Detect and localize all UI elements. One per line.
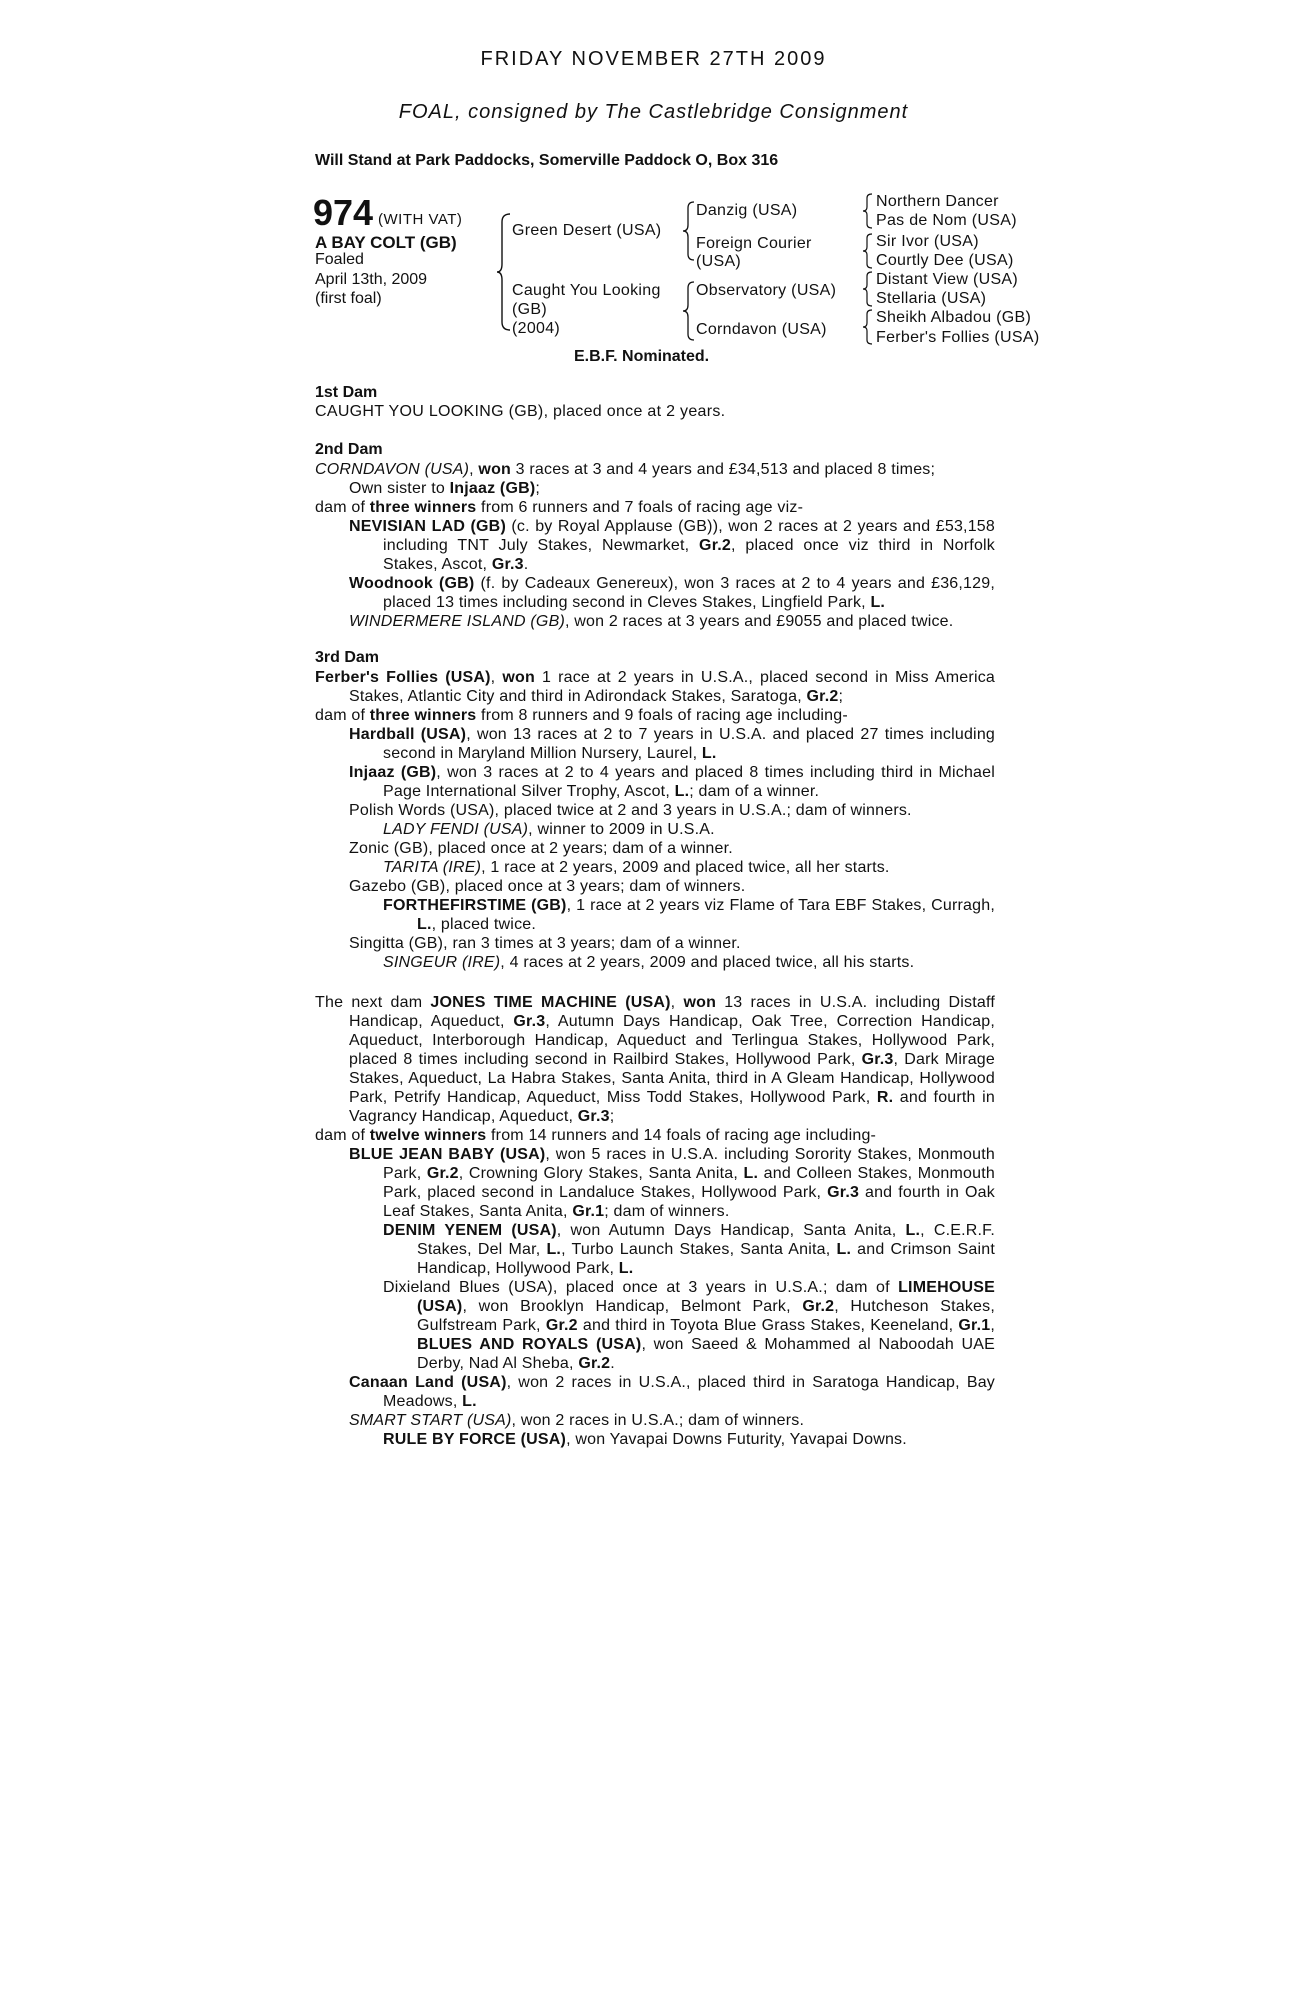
dam-line2: (GB) — [512, 301, 547, 318]
progeny-name: LIMEHOUSE (USA) — [417, 1279, 995, 1315]
progeny-name: Injaaz (GB) — [349, 764, 437, 781]
sire-dam-line1: Foreign Courier — [696, 235, 812, 252]
foaled-label: Foaled — [315, 251, 364, 268]
dam-line3: (2004) — [512, 320, 561, 337]
ebf-nominated: E.B.F. Nominated. — [574, 348, 710, 365]
listed: L. — [905, 1222, 921, 1239]
pedigree-brace-ds — [862, 270, 874, 308]
progeny-record: , won 2 races in U.S.A., placed third in Saratoga Handicap, Bay Meadows, — [383, 1374, 995, 1410]
horse-description: A BAY COLT (GB) — [315, 233, 457, 252]
progeny-record: , 1 race at 2 years viz Flame of Tara EBF Stakes, Curragh, — [566, 897, 995, 914]
second-dam-title: 2nd Dam — [315, 441, 383, 458]
lot-number: 974 — [313, 192, 374, 233]
sss: Northern Dancer — [876, 193, 999, 210]
dss: Distant View (USA) — [876, 271, 1019, 288]
second-dam-record: 3 races at 3 and 4 years and £34,513 and placed 8 times; — [511, 461, 936, 478]
progeny-name: SMART START (USA) — [349, 1412, 512, 1429]
progeny-record: , won Brooklyn Handicap, Belmont Park, — [462, 1298, 803, 1315]
grade: Gr.2 — [426, 1165, 459, 1182]
third-dam-section: Ferber's Follies (USA), won 1 race at 2 years in U.S.A., placed second in Miss America Stakes, Atlantic City and third in Adirondack Stakes, Saratoga, Gr.2; dam of three winners from 8 runners and 9 foals of racing age including- Hardball (USA), won 13 races at 2 to 7 years in U.S.A. and placed 27 times including second in Maryland Million Nursery, Laurel, L. Injaaz (GB), won 3 races at 2 to 4 years and placed 8 times including third in Michael Page International Silver Trophy, Ascot, L.; dam of a winner. Polish Words (USA), placed twice at 2 and 3 years in U.S.A.; dam of winners. LADY FENDI (USA), winner to 2009 in U.S.A. Zonic (GB), placed once at 2 years; dam of a winner. TARITA (IRE), 1 race at 2 years, 2009 and placed twice, all her starts. Gazebo (GB), placed once at 3 years; dam of winners. FORTHEFIRSTIME (GB), 1 race at 2 years viz Flame of Tara EBF Stakes, Curragh, L., placed twice. Singitta (GB), ran 3 times at 3 years; dam of a winner. SINGEUR (IRE), 4 races at 2 years, 2009 and placed twice, all his starts. — [315, 669, 996, 971]
grade: Gr.2 — [699, 537, 731, 554]
grade: Gr.2 — [545, 1317, 578, 1334]
sire-dam-line2: (USA) — [696, 253, 742, 270]
pedigree-brace-dd — [862, 308, 874, 346]
progeny-record: and third in Toyota Blue Grass Stakes, Keeneland, — [577, 1317, 959, 1334]
pedigree-brace-ss — [862, 192, 874, 230]
progeny-record: (c. by Royal Applause (GB)), won 2 races at 2 years and £53,158 including TNT July Stakes, Newmarket, — [383, 518, 995, 554]
progeny-record: and Colleen Stakes, Monmouth Park, placed second in Landaluce Stakes, Hollywood Park, — [383, 1165, 995, 1201]
punct: ; — [535, 480, 541, 497]
foal-note: (first foal) — [315, 290, 382, 307]
consignment-line: FOAL, consigned by The Castlebridge Consignment — [398, 101, 909, 123]
sds: Sir Ivor (USA) — [876, 233, 979, 250]
own-sister-name: Injaaz (GB) — [449, 480, 536, 497]
progeny-record: , won Saeed & Mohammed al Naboodah UAE Derby, Nad Al Sheba, — [417, 1336, 995, 1372]
progeny-name: NEVISIAN LAD (GB) — [349, 518, 506, 535]
next-dam-section: The next dam JONES TIME MACHINE (USA), won 13 races in U.S.A. including Distaff Handicap, Aqueduct, Gr.3, Autumn Days Handicap, Oak Tree, Correction Handicap, Aqueduct, Interborough Handicap, Aqueduct and Terlingua Stakes, Hollywood Park, placed 8 times including second in Railbird Stakes, Hollywood Park, Gr.3, Dark Mirage Stakes, Aqueduct, La Habra Stakes, Santa Anita, third in A Gleam Handicap, Hollywood Park, Petrify Handicap, Aqueduct, Miss Todd Stakes, Hollywood Park, R. and fourth in Vagrancy Handicap, Aqueduct, Gr.3; dam of twelve winners from 14 runners and 14 foals of racing age including- BLUE JEAN BABY (USA), won 5 races in U.S.A. including Sorority Stakes, Monmouth Park, Gr.2, Crowning Glory Stakes, Santa Anita, L. and Colleen Stakes, Monmouth Park, placed second in Landaluce Stakes, Hollywood Park, Gr.3 and fourth in Oak Leaf Stakes, Santa Anita, Gr.1; dam of winners. DENIM YENEM (USA), won Autumn Days Handicap, Santa Anita, L., C.E.R.F. Stakes, Del Mar, L., Turbo Launch Stakes, Santa Anita, L. and Crimson Saint Handicap, Hollywood Park, L. Dixieland Blues (USA), placed once at 3 years in U.S.A.; dam of LIMEHOUSE (USA), won Brooklyn Handicap, Belmont Park, Gr.2, Hutcheson Stakes, Gulfstream Park, Gr.2 and third in Toyota Blue Grass Stakes, Keeneland, Gr.1, BLUES AND ROYALS (USA), won Saeed & Mohammed al Naboodah UAE Derby, Nad Al Sheba, Gr.2. Canaan Land (USA), won 2 races in U.S.A., placed third in Saratoga Handicap, Bay Meadows, L. SMART START (USA), won 2 races in U.S.A.; dam of winners. RULE BY FORCE (USA), won Yavapai Downs Futurity, Yavapai Downs. — [315, 994, 996, 1448]
progeny-record: , winner to 2009 in U.S.A. — [528, 821, 715, 838]
won-label: won — [683, 994, 717, 1011]
listed: L. — [618, 1260, 634, 1277]
restricted: R. — [876, 1089, 894, 1106]
progeny-record: and Crimson Saint Handicap, Hollywood Park, — [417, 1241, 995, 1277]
next-dam-record: , Dark Mirage Stakes, Aqueduct, La Habra Stakes, Santa Anita, third in A Gleam Handicap, Hollywood Park, Petrify Handicap, Aqueduct, Miss Todd Stakes, Hollywood Park, — [349, 1051, 995, 1106]
progeny-record: , 1 race at 2 years, 2009 and placed twice, all her starts. — [481, 859, 890, 876]
grade: Gr.1 — [958, 1317, 991, 1334]
listed: L. — [417, 916, 432, 933]
progeny-record: Gazebo (GB), placed once at 3 years; dam of winners. — [349, 878, 746, 895]
grade: Gr.2 — [806, 688, 839, 705]
progeny-record: ; dam of a winner. — [689, 783, 820, 800]
progeny-record: , Crowning Glory Stakes, Santa Anita, — [458, 1165, 744, 1182]
sire-sire: Danzig (USA) — [696, 202, 798, 219]
punct: , — [990, 1317, 995, 1334]
listed: L. — [743, 1165, 759, 1182]
second-dam-name: CORNDAVON (USA) — [315, 461, 470, 478]
progeny-name: BLUES AND ROYALS (USA) — [417, 1336, 642, 1353]
winner-count: three winners — [369, 499, 477, 516]
listed: L. — [462, 1393, 477, 1410]
progeny-record: , Hutcheson Stakes, Gulfstream Park, — [417, 1298, 995, 1334]
progeny-record: and fourth in Oak Leaf Stakes, Santa Anita, — [383, 1184, 995, 1220]
punct: ; — [838, 688, 844, 705]
progeny-name: Hardball (USA) — [349, 726, 467, 743]
vat-note: (WITH VAT) — [378, 211, 463, 228]
punct: . — [610, 1355, 615, 1372]
progeny-name: LADY FENDI (USA) — [383, 821, 529, 838]
grade: Gr.1 — [572, 1203, 605, 1220]
next-dam-record: and fourth in Vagrancy Handicap, Aqueduct, — [349, 1089, 995, 1125]
progeny-name: Canaan Land (USA) — [349, 1374, 507, 1391]
third-dam-name: Ferber's Follies (USA) — [315, 669, 491, 686]
grade: Gr.2 — [578, 1355, 611, 1372]
progeny-record: Polish Words (USA), placed twice at 2 and 3 years in U.S.A.; dam of winners. — [349, 802, 912, 819]
first-dam-title: 1st Dam — [315, 384, 378, 401]
progeny-record: , won 2 races in U.S.A.; dam of winners. — [511, 1412, 805, 1429]
foaled-date: April 13th, 2009 — [315, 271, 428, 288]
grade: Gr.3 — [577, 1108, 610, 1125]
dam-of-label: dam of — [315, 1127, 370, 1144]
progeny-record: Singitta (GB), ran 3 times at 3 years; dam of a winner. — [349, 935, 741, 952]
progeny-name: WINDERMERE ISLAND (GB) — [349, 613, 565, 630]
listed: L. — [836, 1241, 852, 1258]
sdd: Courtly Dee (USA) — [876, 252, 1014, 269]
progeny-record: , won 2 races at 3 years and £9055 and placed twice. — [564, 613, 954, 630]
dam-of-label: dam of — [315, 707, 370, 724]
progeny-record: , won 5 races in U.S.A. including Sorority Stakes, Monmouth Park, — [383, 1146, 995, 1182]
punct: . — [523, 556, 529, 573]
third-dam-record: 1 race at 2 years in U.S.A., placed second in Miss America Stakes, Atlantic City and third in Adirondack Stakes, Saratoga, — [349, 669, 995, 705]
listed: L. — [701, 745, 717, 762]
dam-of-label: dam of — [315, 499, 370, 516]
dsd: Stellaria (USA) — [876, 290, 987, 307]
pedigree-brace-dam — [682, 280, 696, 342]
dds: Sheikh Albadou (GB) — [876, 309, 1032, 326]
listed: L. — [546, 1241, 562, 1258]
progeny-name: BLUE JEAN BABY (USA) — [349, 1146, 546, 1163]
progeny-name: RULE BY FORCE (USA) — [383, 1431, 567, 1448]
next-dam-name: JONES TIME MACHINE (USA) — [430, 994, 671, 1011]
dam-dam: Corndavon (USA) — [696, 321, 827, 338]
pedigree-brace-sire — [682, 200, 696, 262]
pedigree-brace-sd — [862, 232, 874, 270]
progeny-record: , C.E.R.F. Stakes, Del Mar, — [417, 1222, 996, 1258]
progeny-name: SINGEUR (IRE) — [383, 954, 501, 971]
punct: ; — [609, 1108, 615, 1125]
grade: Gr.3 — [861, 1051, 894, 1068]
stand-location: Will Stand at Park Paddocks, Somerville Paddock O, Box 316 — [315, 152, 779, 169]
grade: Gr.3 — [827, 1184, 860, 1201]
progeny-record: , Turbo Launch Stakes, Santa Anita, — [561, 1241, 837, 1258]
progeny-record: , placed twice. — [431, 916, 537, 933]
dam-sire: Observatory (USA) — [696, 282, 837, 299]
sale-date: FRIDAY NOVEMBER 27TH 2009 — [480, 48, 827, 70]
next-dam-record: , Autumn Days Handicap, Oak Tree, Correction Handicap, Aqueduct, Interborough Handicap, Aqueduct and Terlingua Stakes, Hollywood Park, placed 8 times including second in Railbird Stakes, Hollywood Park, — [349, 1013, 996, 1068]
won-label: won — [478, 461, 512, 478]
own-sister-label: Own sister to — [349, 480, 450, 497]
second-dam-section: CORNDAVON (USA), won 3 races at 3 and 4 years and £34,513 and placed 8 times; Own sister to Injaaz (GB); dam of three winners from 6 runners and 7 foals of racing age viz- NEVISIAN LAD (GB) (c. by Royal Applause (GB)), won 2 races at 2 years and £53,158 including TNT July Stakes, Newmarket, Gr.2, placed once viz third in Norfolk Stakes, Ascot, Gr.3. Woodnook (GB) (f. by Cadeaux Genereux), won 3 races at 2 to 4 years and £36,129, placed 13 times including second in Cleves Stakes, Lingfield Park, L. WINDERMERE ISLAND (GB), won 2 races at 3 years and £9055 and placed twice. — [315, 461, 996, 630]
progeny-record: (f. by Cadeaux Genereux), won 3 races at 2 to 4 years and £36,129, placed 13 times including second in Cleves Stakes, Lingfield Park, — [383, 575, 995, 611]
progeny-record: ; dam of winners. — [604, 1203, 730, 1220]
progeny-record: , placed once viz third in Norfolk Stakes, Ascot, — [383, 537, 996, 573]
next-dam-record: 13 races in U.S.A. including Distaff Handicap, Aqueduct, — [349, 994, 995, 1030]
grade: Gr.3 — [491, 556, 524, 573]
grade: Gr.2 — [802, 1298, 835, 1315]
next-dam-intro: The next dam — [315, 994, 431, 1011]
third-dam-title: 3rd Dam — [315, 649, 380, 666]
progeny-record: , won Yavapai Downs Futurity, Yavapai Downs. — [566, 1431, 907, 1448]
ddd: Ferber's Follies (USA) — [876, 329, 1040, 346]
progeny-record: , won 3 races at 2 to 4 years and placed 8 times including third in Michael Page International Silver Trophy, Ascot, — [383, 764, 996, 800]
runners-text: from 14 runners and 14 foals of racing age including- — [486, 1127, 877, 1144]
progeny-record: , 4 races at 2 years, 2009 and placed twice, all his starts. — [500, 954, 915, 971]
runners-text: from 6 runners and 7 foals of racing age viz- — [476, 499, 804, 516]
listed: L. — [870, 594, 886, 611]
progeny-record: Dixieland Blues (USA), placed once at 3 years in U.S.A.; dam of — [383, 1279, 899, 1296]
runners-text: from 8 runners and 9 foals of racing age including- — [476, 707, 848, 724]
winner-count: three winners — [369, 707, 477, 724]
progeny-name: DENIM YENEM (USA) — [383, 1222, 557, 1239]
pedigree-brace-main — [496, 212, 512, 332]
listed: L. — [674, 783, 690, 800]
progeny-record: , won 13 races at 2 to 7 years in U.S.A. and placed 27 times including second in Maryland Million Nursery, Laurel, — [383, 726, 996, 762]
sire: Green Desert (USA) — [512, 222, 662, 239]
ssd: Pas de Nom (USA) — [876, 212, 1017, 229]
progeny-record: , won Autumn Days Handicap, Santa Anita, — [556, 1222, 906, 1239]
first-dam-text: CAUGHT YOU LOOKING (GB), placed once at 2 years. — [315, 403, 726, 420]
won-label: won — [502, 669, 535, 686]
progeny-name: FORTHEFIRSTIME (GB) — [383, 897, 567, 914]
progeny-name: TARITA (IRE) — [383, 859, 482, 876]
progeny-record: Zonic (GB), placed once at 2 years; dam of a winner. — [349, 840, 733, 857]
progeny-name: Woodnook (GB) — [349, 575, 475, 592]
grade: Gr.3 — [513, 1013, 546, 1030]
dam-line1: Caught You Looking — [512, 282, 661, 299]
winner-count: twelve winners — [369, 1127, 487, 1144]
